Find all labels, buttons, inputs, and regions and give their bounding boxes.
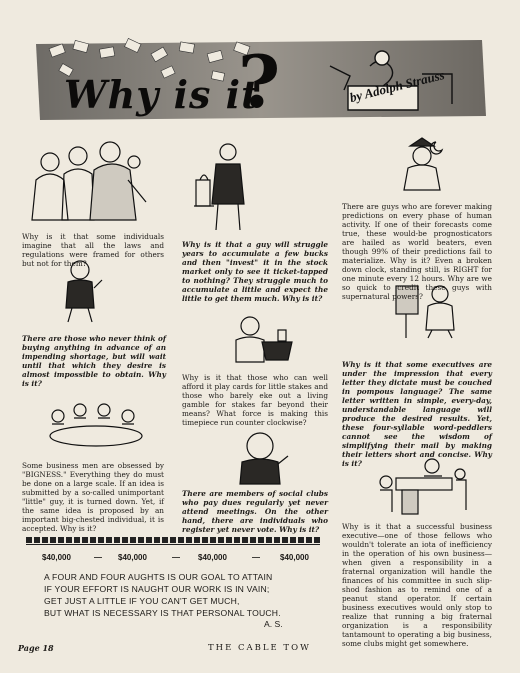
page-title: Why is it (64, 72, 260, 117)
card-player-illustration (228, 312, 300, 366)
goal-dash: — (172, 553, 180, 562)
text-block-shortage: There are those who never think of buying anything in advance of an impending shortage, but will wait until that which they desire is almost impossible to obtain. Why is it? (22, 334, 166, 388)
poem-line: BUT WHAT IS NECESSARY IS THAT PERSONAL TOUCH. (44, 608, 281, 618)
goal-dash: — (94, 553, 102, 562)
meeting-illustration (40, 396, 152, 452)
goal-amount: $40,000 (118, 553, 147, 562)
publication-name: THE CABLE TOW (208, 643, 311, 653)
predictor-illustration (400, 136, 446, 198)
text-block-stock-market: Why is it that a guy will struggle years to accumulate a few bucks and then "invest" it in the stock market only to see it ticket-tapped to nothing? They struggle much to accumulate a little and expect the little to get them much. Why is it? (182, 240, 328, 303)
goal-dash: — (252, 553, 260, 562)
text-block-predictions: There are guys who are forever making predictions on every phase of human activity. If one of their forecasts come true, these would-be prognosticators are hailed as world beaters, even though 99% of their predictions fail to materialize. Why is it? Even a broken down clock, standing still, is RIGHT for one minute every 12 hours. Why are we so quick to credit these guys with supernatural powers? (342, 202, 492, 301)
club-member-illustration (230, 430, 292, 488)
goal-poem (44, 571, 324, 619)
decorative-rule (26, 537, 320, 543)
decorative-rule-line (26, 544, 320, 545)
crowd-illustration (22, 140, 152, 226)
title-question-mark: ? (238, 39, 281, 124)
author-byline: by Adolph Strauss (348, 66, 446, 106)
text-block-laws: Why is it that some individuals imagine that all the laws and regulations were framed for others but not for them? (22, 232, 164, 268)
goal-amount: $40,000 (280, 553, 309, 562)
investor-illustration (190, 140, 252, 232)
text-block-bigness: Some business men are obsessed by "BIGNESS." Everything they do must be done on a large scale. If an idea is submitted by a so-called unimportant "little" guy, it is turned down. Yet, if the same idea is proposed by an important big-chested individual, it is accepted. Why is it? (22, 461, 164, 533)
text-block-pompous-letters: Why is it that some executives are under the impression that every letter they dictate must be couched in pompous language? The same letter written in simple, every-day, understandable language will produce the desired results. Yet, these four-syllable word-peddlers cannot see the wisdom of simplifying their mail by making their letters short and concise. Why is it? (342, 360, 492, 468)
poem-line: A FOUR AND FOUR AUGHTS IS OUR GOAL TO ATTAIN (44, 572, 273, 582)
poem-line: GET JUST A LITTLE IF YOU CAN'T GET MUCH, (44, 596, 240, 606)
page-number: Page 18 (18, 643, 54, 653)
goal-amount: $40,000 (198, 553, 227, 562)
goal-amount: $40,000 (42, 553, 71, 562)
text-block-social-clubs: There are members of social clubs who pay dues regularly yet never attend meetings. On the other hand, there are individuals who register yet never vote. Why is it? (182, 489, 328, 534)
text-block-card-stakes: Why is it that those who can well afford it play cards for little stakes and those who barely eke out a living gamble for stakes far beyond their means? What force is making this timepiece run counter clockwise? (182, 373, 328, 427)
poem-line: IF YOUR EFFORT IS NAUGHT OUR WORK IS IN VAIN; (44, 584, 270, 594)
text-block-fraternal-finances: Why is it that a successful business executive—one of those fellows who wouldn't tolerate an iota of inefficiency in the operation of his own business—when given a responsibility in a fraternal organization will handle the finances of his committee in such slip-shod fashion as to remind one of a peanut stand operator. If certain business executives would only stop to realize that running a big fraternal organization is a responsibility tantamount to operating a big business, some clubs might get somewhere. (342, 522, 492, 648)
poem-signature: A. S. (264, 619, 283, 629)
